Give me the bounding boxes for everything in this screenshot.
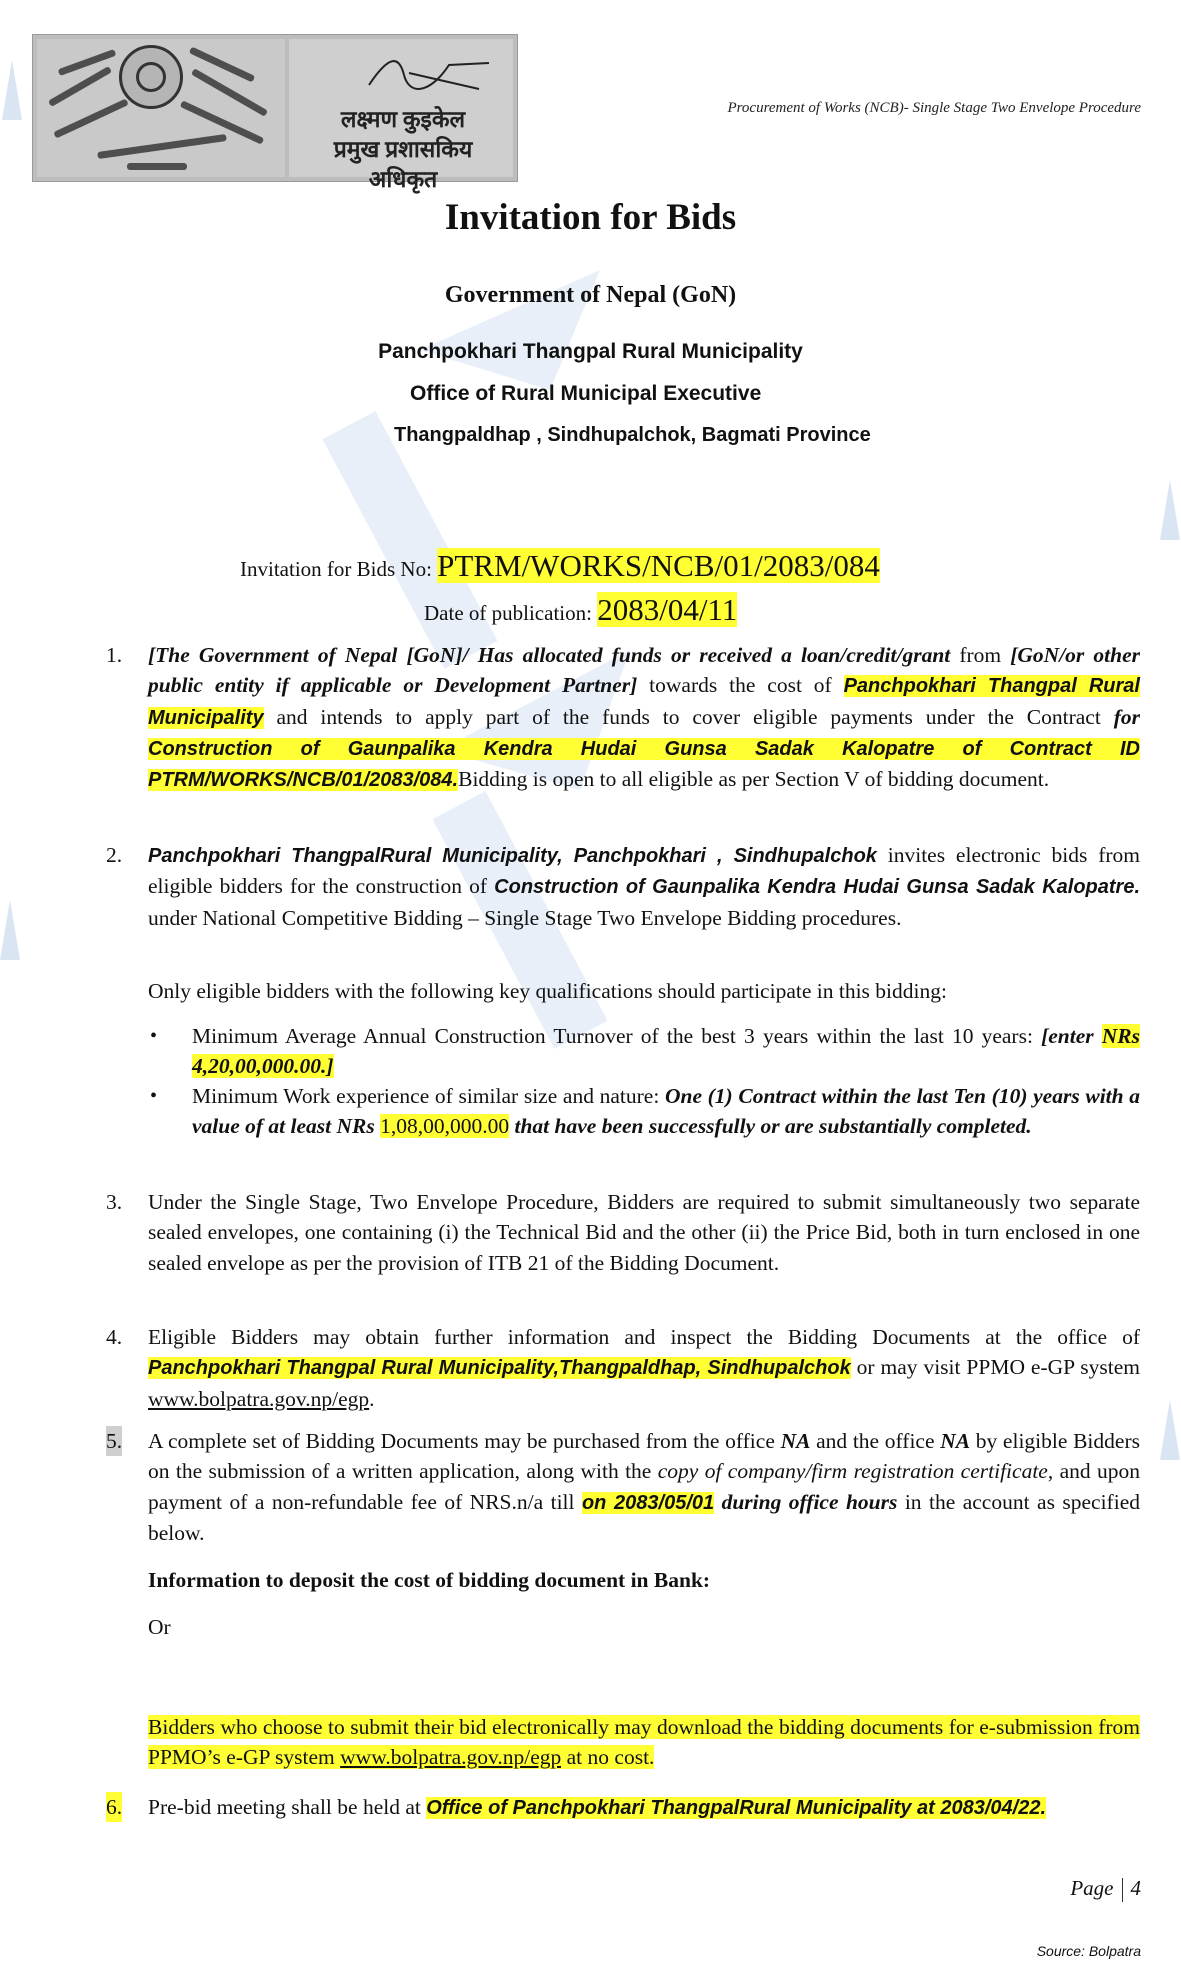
highlight: Construction of Gaunpalika Kendra Hudai Gunsa Sadak Kalopatre of Contract ID PTRM/WORKS/NCB/01/2083/084. xyxy=(148,737,1140,792)
highlight: on 2083/05/01 xyxy=(581,1491,715,1514)
running-head: Procurement of Works (NCB)- Single Stage Two Envelope Procedure xyxy=(727,100,1141,116)
highlight: Office of Panchpokhari ThangpalRural Municipality at 2083/04/22. xyxy=(426,1797,1047,1819)
municipality-name: Panchpokhari Thangpal Rural Municipality xyxy=(378,340,803,363)
watermark-arrow-icon xyxy=(1160,480,1180,540)
signature-text: लक्ष्मण कुइकेल प्रमुख प्रशासकिय अधिकृत xyxy=(333,107,473,192)
highlight: at no cost. xyxy=(561,1745,655,1770)
watermark-arrow-icon xyxy=(1160,1400,1180,1460)
seal-icon xyxy=(119,45,183,109)
paragraph-number: 3. xyxy=(106,1190,123,1214)
highlight: Panchpokhari Thangpal Rural Municipality xyxy=(148,675,1140,729)
ifb-number-label: Invitation for Bids No: xyxy=(240,557,432,581)
paragraph-5: A complete set of Bidding Documents may be purchased from the office NA and the office NA by eligible Bidders on the submission of a written application, along with the copy of company/firm registration certificate, and upon payment of a non-refundable fee of NRS.n/a till on 2083/05/01 during office hours in the account as specified below. xyxy=(148,1429,1140,1545)
deposit-heading: Information to deposit the cost of bidding document in Bank: xyxy=(148,1568,711,1592)
highlight: Panchpokhari Thangpal Rural Municipality,Thangpaldhap, Sindhupalchok xyxy=(148,1357,851,1380)
office-address: Thangpaldhap , Sindhupalchok, Bagmati Province xyxy=(394,424,871,446)
page-title: Invitation for Bids xyxy=(444,197,737,238)
highlight: Bidders who choose to submit their bid electronically may download the bidding documents for e-submission from PPMO’s e-GP system xyxy=(148,1715,1140,1770)
paragraph-number: 2. xyxy=(106,843,123,867)
paragraph-3: Under the Single Stage, Two Envelope Procedure, Bidders are required to submit simultaneously two separate sealed envelopes, one containing (i) the Technical Bid and the other (ii) the Price Bid, both in turn enclosed in one sealed envelope as per the provision of ITB 21 of the Bidding Document. xyxy=(148,1190,1140,1275)
paragraph-number: 1. xyxy=(106,643,123,667)
paragraph-number: 5. xyxy=(106,1426,122,1456)
highlight: 1,08,00,000.00 xyxy=(380,1114,510,1139)
publication-date-label: Date of publication: xyxy=(424,601,592,625)
office-name: Office of Rural Municipal Executive xyxy=(410,382,762,405)
watermark-arrow-icon xyxy=(2,60,22,120)
paragraph-6: Pre-bid meeting shall be held at Office of Panchpokhari ThangpalRural Municipality at 2083/04/22. xyxy=(148,1795,1047,1819)
ifb-number-value: PTRM/WORKS/NCB/01/2083/084 xyxy=(437,548,880,583)
paragraph-number: 6. xyxy=(106,1792,122,1822)
signature-block xyxy=(289,39,513,192)
highlight: NRs 4,20,00,000.00.] xyxy=(192,1024,1140,1079)
paragraph-4: Eligible Bidders may obtain further information and inspect the Bidding Documents at the office of Panchpokhari Thangpal Rural Municipality,Thangpaldhap, Sindhupalchok or may visit PPMO e-GP system www.bolpatra.gov.np/egp. xyxy=(148,1325,1140,1411)
or-text: Or xyxy=(148,1615,171,1639)
stamp-and-signature xyxy=(32,34,518,192)
signature-icon xyxy=(349,45,499,101)
paragraph-number: 4. xyxy=(106,1325,123,1349)
paragraph-1: [The Government of Nepal [GoN]/ Has allocated funds or received a loan/credit/grant from [GoN/or other public entity if applicable or Development Partner] towards the cost of Panchpokhari Thangpal Rural Municipality and intends to apply part of the funds to cover eligible payments under the Contract for Construction of Gaunpalika Kendra Hudai Gunsa Sadak Kalopatre of Contract ID PTRM/WORKS/NCB/01/2083/084.Bidding is open to all eligible as per Section V of bidding document. xyxy=(148,643,1140,792)
bullet-icon: • xyxy=(150,1085,158,1107)
page-number: Page 4 xyxy=(1070,1876,1141,1902)
bolpatra-link[interactable]: www.bolpatra.gov.np/egp xyxy=(148,1386,370,1411)
source-label: Source: Bolpatra xyxy=(1036,1943,1141,1959)
ifb-number-line xyxy=(240,548,880,584)
e-submission-paragraph xyxy=(148,1712,1140,1773)
office-stamp xyxy=(37,39,285,177)
bolpatra-link[interactable]: www.bolpatra.gov.np/egp xyxy=(340,1745,562,1770)
bullet-icon: • xyxy=(150,1025,158,1047)
paragraph-2: Panchpokhari ThangpalRural Municipality, Panchpokhari , Sindhupalchok invites electronic bids from eligible bidders for the construction of Construction of Gaunpalika Kendra Hudai Gunsa Sadak Kalopatre. under National Competitive Bidding – Single Stage Two Envelope Bidding procedures. xyxy=(148,843,1140,930)
government-name: Government of Nepal (GoN) xyxy=(444,282,737,308)
qualification-intro: Only eligible bidders with the following key qualifications should participate in this bidding: xyxy=(148,979,947,1003)
qualification-turnover: Minimum Average Annual Construction Turnover of the best 3 years within the last 10 years: [enter NRs 4,20,00,000.00.] xyxy=(192,1024,1140,1079)
publication-date-line xyxy=(424,592,737,628)
publication-date-value: 2083/04/11 xyxy=(597,592,738,627)
watermark-arrow-icon xyxy=(0,900,20,960)
qualification-experience: Minimum Work experience of similar size and nature: One (1) Contract within the last Ten (10) years with a value of at least NRs 1,08,00,000.00 that have been successfully or are substantially completed. xyxy=(192,1084,1141,1139)
